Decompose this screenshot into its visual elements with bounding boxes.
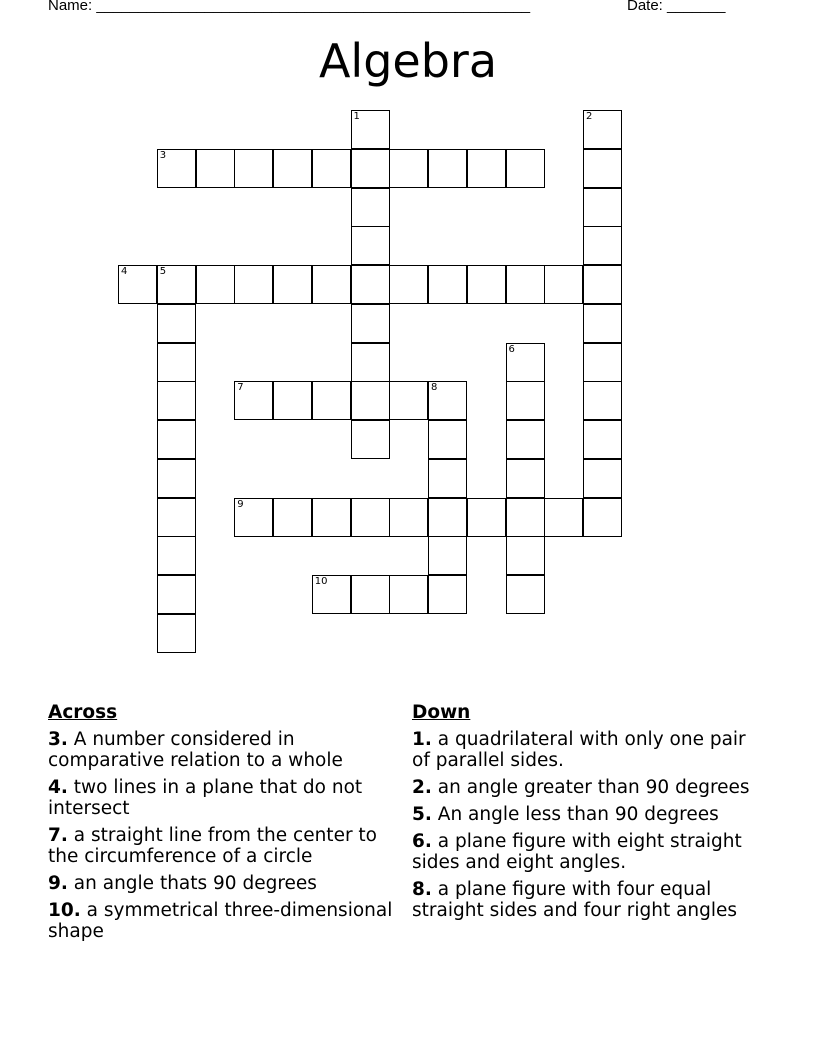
grid-cell[interactable]	[428, 536, 467, 575]
grid-cell[interactable]	[506, 420, 545, 459]
grid-cell[interactable]	[273, 149, 312, 188]
grid-cell[interactable]	[583, 110, 622, 149]
cell-number: 7	[237, 382, 244, 394]
cell-number: 8	[431, 382, 438, 394]
grid-cell[interactable]	[351, 343, 390, 382]
cell-number: 6	[508, 343, 515, 355]
grid-cell[interactable]	[312, 381, 351, 420]
grid-cell[interactable]	[351, 420, 390, 459]
grid-cell[interactable]	[467, 265, 506, 304]
cell-number: 10	[314, 576, 328, 587]
clue-down-2: 2. an angle greater than 90 degrees	[412, 777, 750, 798]
grid-cell[interactable]	[428, 381, 467, 420]
grid-cell[interactable]	[157, 304, 196, 343]
grid-cell[interactable]	[196, 265, 235, 304]
grid-cell[interactable]	[583, 265, 622, 304]
clue-down-6: 6. a plane figure with eight straight sides and eight angles.	[412, 831, 742, 873]
grid-cell[interactable]	[234, 149, 273, 188]
grid-cell[interactable]	[157, 614, 196, 653]
grid-cell[interactable]	[389, 149, 428, 188]
grid-cell[interactable]	[506, 343, 545, 382]
grid-cell[interactable]	[428, 459, 467, 498]
clue-across-4: 4. two lines in a plane that do not intersect	[48, 777, 363, 819]
clue-across-7: 7. a straight line from the center to the circumference of a circle	[48, 825, 378, 867]
clue-across-9: 9. an angle thats 90 degrees	[48, 873, 317, 894]
grid-cell[interactable]	[506, 149, 545, 188]
grid-cell[interactable]	[157, 343, 196, 382]
grid-cell[interactable]	[234, 265, 273, 304]
across-clues	[48, 702, 398, 948]
grid-cell[interactable]	[351, 226, 390, 265]
header-line	[48, 0, 726, 14]
grid-cell[interactable]	[583, 420, 622, 459]
grid-cell[interactable]	[157, 265, 196, 304]
grid-cell[interactable]	[157, 381, 196, 420]
grid-cell[interactable]	[506, 536, 545, 575]
grid-cell[interactable]	[389, 381, 428, 420]
clue-across-3: 3. A number considered in comparative relation to a whole	[48, 729, 343, 771]
cell-number: 1	[353, 111, 360, 122]
grid-cell[interactable]	[428, 498, 467, 537]
grid-cell[interactable]	[544, 265, 583, 304]
grid-cell[interactable]	[506, 265, 545, 304]
cell-number: 9	[237, 498, 244, 510]
grid-cell[interactable]	[351, 381, 390, 420]
grid-cell[interactable]	[583, 188, 622, 227]
down-heading: Down	[412, 702, 471, 723]
grid-cell[interactable]	[312, 575, 351, 614]
grid-cell[interactable]	[506, 575, 545, 614]
grid-cell[interactable]	[467, 498, 506, 537]
across-heading: Across	[48, 702, 118, 723]
grid-cell[interactable]	[351, 304, 390, 343]
grid-cell[interactable]	[583, 149, 622, 188]
grid-cell[interactable]	[118, 265, 157, 304]
grid-cell[interactable]	[351, 265, 390, 304]
grid-cell[interactable]	[428, 420, 467, 459]
clue-down-8: 8. a plane figure with four equal straight sides and four right angles	[412, 879, 738, 921]
grid-cell[interactable]	[351, 110, 390, 149]
grid-cell[interactable]	[583, 304, 622, 343]
grid-cell[interactable]	[273, 498, 312, 537]
grid-cell[interactable]	[467, 149, 506, 188]
grid-cell[interactable]	[506, 381, 545, 420]
name-label: Name: ____________________________________________________	[48, 0, 531, 14]
cell-number: 2	[586, 111, 593, 122]
grid-cell[interactable]	[273, 265, 312, 304]
grid-cell[interactable]	[428, 149, 467, 188]
grid-cell[interactable]	[389, 575, 428, 614]
down-clues	[412, 702, 762, 927]
grid-cell[interactable]	[312, 265, 351, 304]
grid-cell[interactable]	[312, 149, 351, 188]
clue-across-10: 10. a symmetrical three-dimensional shape	[48, 900, 393, 942]
grid-cell[interactable]	[312, 498, 351, 537]
grid-cell[interactable]	[583, 343, 622, 382]
grid-cell[interactable]	[506, 459, 545, 498]
grid-cell[interactable]	[351, 149, 390, 188]
grid-cell[interactable]	[389, 265, 428, 304]
clue-down-1: 1. a quadrilateral with only one pair of parallel sides.	[412, 729, 746, 771]
grid-cell[interactable]	[157, 149, 196, 188]
grid-cell[interactable]	[157, 459, 196, 498]
grid-cell[interactable]	[351, 575, 390, 614]
grid-cell[interactable]	[428, 575, 467, 614]
grid-cell[interactable]	[351, 498, 390, 537]
grid-cell[interactable]	[389, 498, 428, 537]
grid-cell[interactable]	[583, 226, 622, 265]
grid-cell[interactable]	[157, 575, 196, 614]
grid-cell[interactable]	[583, 381, 622, 420]
grid-cell[interactable]	[157, 420, 196, 459]
cell-number: 5	[159, 266, 167, 277]
grid-cell[interactable]	[234, 381, 273, 420]
grid-cell[interactable]	[506, 498, 545, 537]
grid-cell[interactable]	[544, 498, 583, 537]
grid-cell[interactable]	[157, 498, 196, 537]
grid-cell[interactable]	[583, 459, 622, 498]
clue-down-5: 5. An angle less than 90 degrees	[412, 804, 719, 825]
cell-number: 4	[121, 266, 128, 277]
cell-number: 3	[159, 149, 167, 161]
grid-cell[interactable]	[351, 188, 390, 227]
grid-cell[interactable]	[234, 498, 273, 537]
grid-cell[interactable]	[273, 381, 312, 420]
grid-cell[interactable]	[428, 265, 467, 304]
grid-cell[interactable]	[196, 149, 235, 188]
page-title: Algebra	[318, 34, 498, 88]
date-label: Date: _______	[627, 0, 726, 14]
grid-cell[interactable]	[157, 536, 196, 575]
grid-cell[interactable]	[583, 498, 622, 537]
